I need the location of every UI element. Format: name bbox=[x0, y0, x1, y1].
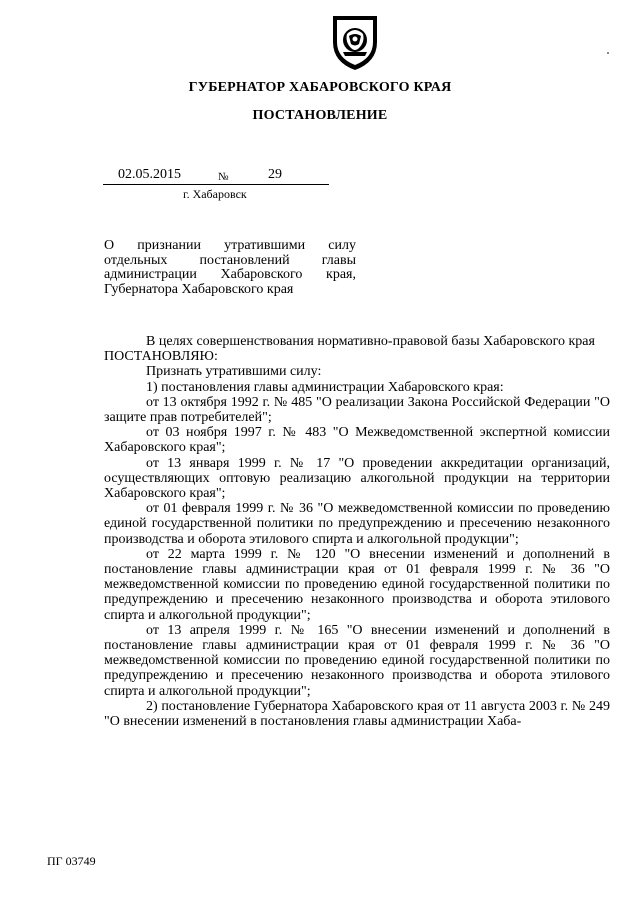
body-paragraph: В целях совершенствования нормативно-правовой базы Хабаровского края bbox=[146, 334, 595, 349]
document-number: 29 bbox=[268, 167, 282, 182]
subject-line: отдельных постановлений главы bbox=[104, 252, 356, 268]
subject-line: О признании утратившими силу bbox=[104, 238, 356, 253]
subject-line: администрации Хабаровского края, bbox=[104, 267, 356, 282]
document-body bbox=[104, 334, 610, 729]
body-paragraph: от 13 октября 1992 г. № 485 "О реализации Закона Российской Федерации "О защите прав потребителей"; bbox=[104, 394, 610, 426]
authority-title: ГУБЕРНАТОР ХАБАРОВСКОГО КРАЯ bbox=[188, 80, 452, 95]
document-subject bbox=[104, 239, 356, 297]
body-paragraph: от 03 ноября 1997 г. № 483 "О Межведомственной экспертной комиссии Хабаровского края"; bbox=[104, 425, 610, 456]
scan-mark bbox=[607, 52, 609, 54]
document-date: 02.05.2015 bbox=[118, 167, 181, 182]
date-number-underline bbox=[103, 184, 329, 185]
body-paragraph: 2) постановление Губернатора Хабаровского края от 11 августа 2003 г. № 249 "О внесении изменений в постановления главы администрации Хаба- bbox=[104, 698, 610, 730]
decree-keyword: ПОСТАНОВЛЯЮ: bbox=[104, 349, 218, 365]
subject-line: Губернатора Хабаровского края bbox=[104, 281, 294, 297]
body-paragraph: от 13 апреля 1999 г. № 165 "О внесении изменений и дополнений в постановление главы администрации края от 01 февраля 1999 г. № 36 "О межведомственной комиссии по проведению единой государственной политики по предупреждению и пресечению незаконного производства и оборота этилового спирта и алкогольной продукции"; bbox=[104, 622, 610, 699]
body-paragraph: 1) постановления главы администрации Хабаровского края: bbox=[146, 379, 504, 395]
city: г. Хабаровск bbox=[183, 187, 247, 201]
coat-of-arms-emblem bbox=[329, 12, 381, 72]
body-paragraph: Признать утратившими силу: bbox=[146, 364, 322, 380]
document-type-title: ПОСТАНОВЛЕНИЕ bbox=[252, 108, 388, 123]
number-sign: № bbox=[218, 171, 229, 183]
form-code: ПГ 03749 bbox=[47, 854, 96, 868]
body-paragraph: от 13 января 1999 г. № 17 "О проведении аккредитации организаций, осуществляющих оптовую реализацию алкогольной продукции на территории Хабаровского края"; bbox=[104, 455, 610, 502]
body-paragraph: от 22 марта 1999 г. № 120 "О внесении изменений и дополнений в постановление главы администрации края от 01 февраля 1999 г. № 36 "О межведомственной комиссии по проведению единой государственной политики по предупреждению и пресечению незаконного производства и оборота этилового спирта и алкогольной продукции"; bbox=[104, 546, 610, 623]
body-paragraph: от 01 февраля 1999 г. № 36 "О межведомственной комиссии по проведению единой государственной политики по предупреждению и пресечению незаконного производства и оборота этилового спирта и алкогольной продукции"; bbox=[104, 501, 610, 547]
